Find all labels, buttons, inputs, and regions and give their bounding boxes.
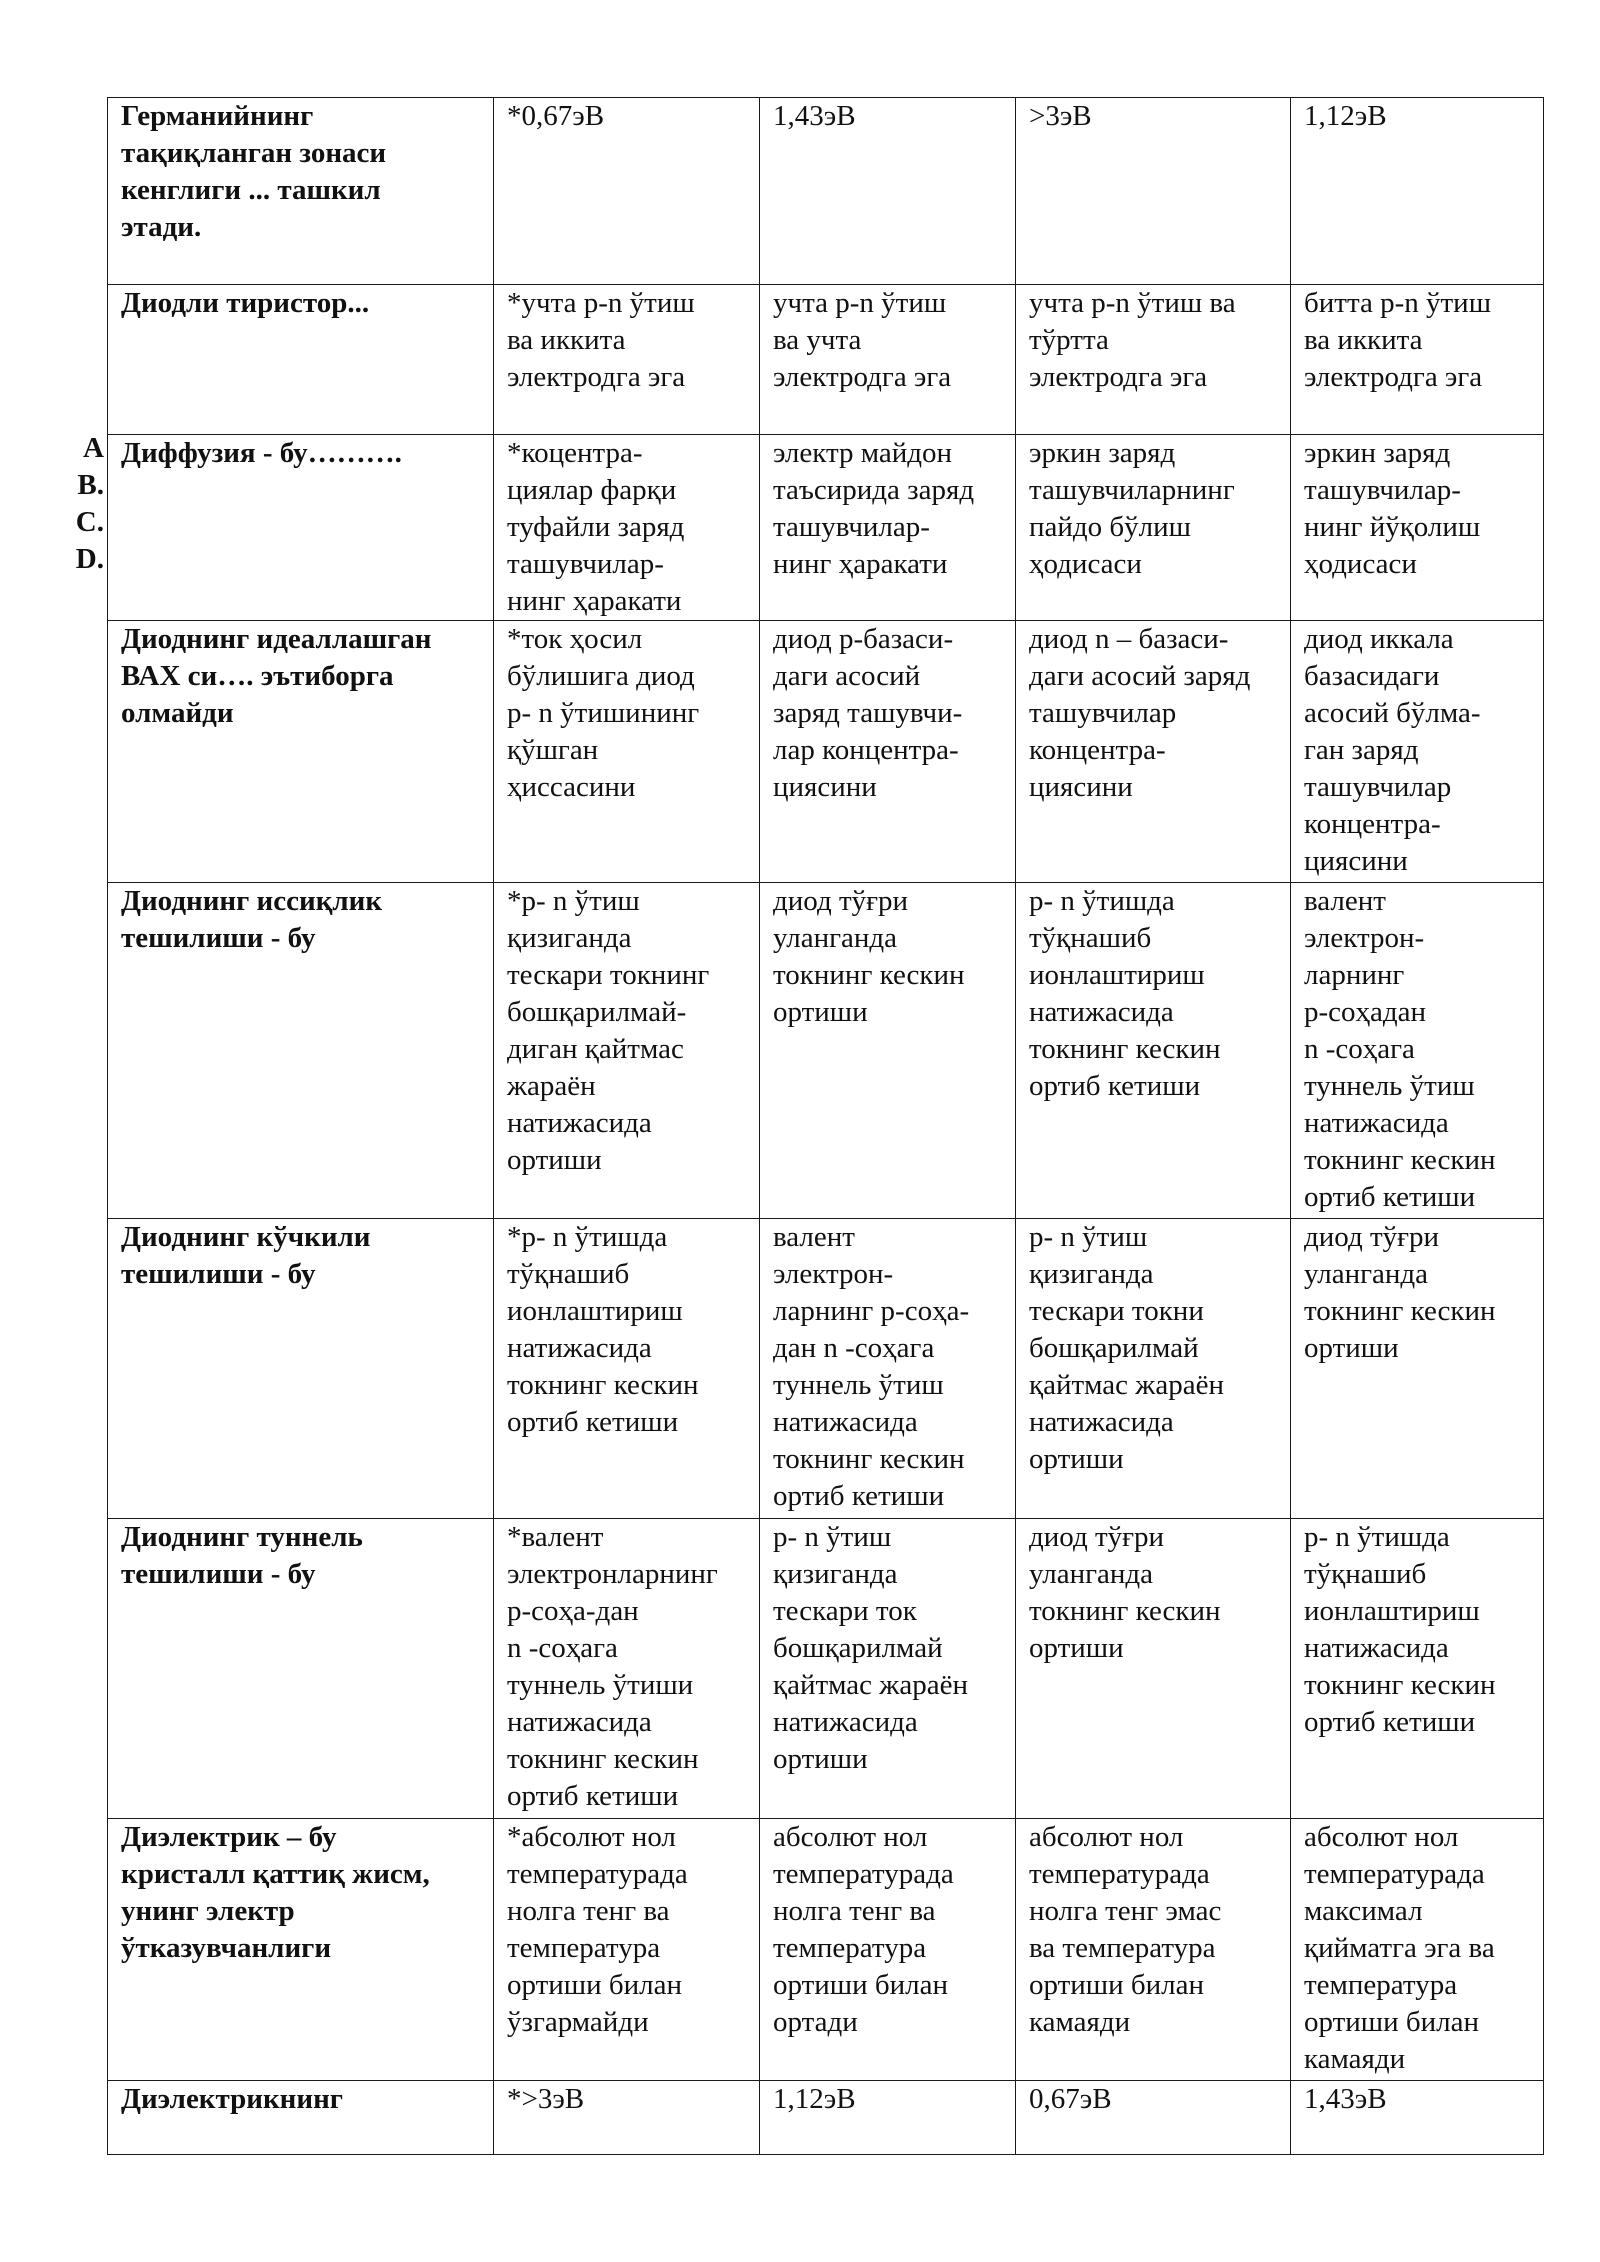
option-cell: 0,67эВ [1016,2081,1291,2155]
option-cell: p- n ўтиш қизиганда тескари токни бошқарилмай қайтмас жараён натижасида ортиши [1016,1219,1291,1519]
option-cell: абсолют нол температурада нолга тенг эмас ва температура ортиши билан камаяди [1016,1819,1291,2081]
table-row [108,98,1544,285]
option-cell: учта p-n ўтиш ва учта электродга эга [760,285,1016,435]
option-cell: диод n – базаси- даги асосий заряд ташувчилар концентра- циясини [1016,621,1291,883]
question-cell: Диоднинг туннель тешилиши - бу [108,1519,494,1819]
option-cell: эркин заряд ташувчилар- нинг йўқолиш ҳодисаси [1291,435,1544,621]
option-cell: диод тўғри уланганда токнинг кескин ортиши [1016,1519,1291,1819]
option-cell: электр майдон таъсирида заряд ташувчилар- нинг ҳаракати [760,435,1016,621]
option-cell: p- n ўтиш қизиганда тескари ток бошқарилмай қайтмас жараён натижасида ортиши [760,1519,1016,1819]
option-cell: эркин заряд ташувчиларнинг пайдо бўлиш ҳодисаси [1016,435,1291,621]
option-cell: *0,67эВ [494,98,760,285]
table-row [108,1219,1544,1519]
table-row [108,2081,1544,2155]
option-cell: 1,12эВ [1291,98,1544,285]
answer-letter-a: A [83,432,104,464]
option-cell: *ток ҳосил бўлишига диод p- n ўтишининг қўшган ҳиссасини [494,621,760,883]
option-cell: *p- n ўтишда тўқнашиб ионлаштириш натижасида токнинг кескин ортиб кетиши [494,1219,760,1519]
option-cell: *абсолют нол температурада нолга тенг ва температура ортиши билан ўзгармайди [494,1819,760,2081]
question-cell: Диэлектрикнинг [108,2081,494,2155]
option-cell: *валент электронларнинг p-соҳа-дан n -соҳага туннель ўтиши натижасида токнинг кескин ортиб кетиши [494,1519,760,1819]
option-cell: *p- n ўтиш қизиганда тескари токнинг бошқарилмай- диган қайтмас жараён натижасида ортиши [494,883,760,1219]
option-cell: p- n ўтишда тўқнашиб ионлаштириш натижасида токнинг кескин ортиб кетиши [1016,883,1291,1219]
option-cell: битта p-n ўтиш ва иккита электродга эга [1291,285,1544,435]
option-cell: диод тўғри уланганда токнинг кескин ортиши [760,883,1016,1219]
option-cell: абсолют нол температурада нолга тенг ва температура ортиши билан ортади [760,1819,1016,2081]
option-cell: диод p-базаси- даги асосий заряд ташувчи- лар концентра- циясини [760,621,1016,883]
option-cell: *учта p-n ўтиш ва иккита электродга эга [494,285,760,435]
question-cell: Диодли тиристор... [108,285,494,435]
question-cell: Диоднинг идеаллашган ВАХ си…. эътиборга олмайди [108,621,494,883]
option-cell: 1,12эВ [760,2081,1016,2155]
question-cell: Германийнинг тақиқланган зонаси кенглиги ... ташкил этади. [108,98,494,285]
option-cell: p- n ўтишда тўқнашиб ионлаштириш натижасида токнинг кескин ортиб кетиши [1291,1519,1544,1819]
option-cell: >3эВ [1016,98,1291,285]
table-row [108,1819,1544,2081]
answer-letter-labels [60,430,104,578]
option-cell: валент электрон- ларнинг p-соҳа- дан n -соҳага туннель ўтиш натижасида токнинг кескин ортиб кетиши [760,1219,1016,1519]
question-cell: Диоднинг иссиқлик тешилиши - бу [108,883,494,1219]
option-cell: диод иккала базасидаги асосий бўлма- ган заряд ташувчилар концентра- циясини [1291,621,1544,883]
answer-letter-c: C. [75,506,104,538]
option-cell: диод тўғри уланганда токнинг кескин ортиши [1291,1219,1544,1519]
answer-letter-b: B. [77,469,104,501]
option-cell: 1,43эВ [760,98,1016,285]
option-cell: абсолют нол температурада максимал қийматга эга ва температура ортиши билан камаяди [1291,1819,1544,2081]
table-row [108,285,1544,435]
question-cell: Диффузия - бу………. [108,435,494,621]
option-cell: *коцентра- циялар фарқи туфайли заряд ташувчилар- нинг ҳаракати [494,435,760,621]
table-row [108,435,1544,621]
option-cell: учта p-n ўтиш ва тўртта электродга эга [1016,285,1291,435]
answer-letter-d: D. [75,543,104,575]
table-row [108,621,1544,883]
option-cell: *>3эВ [494,2081,760,2155]
option-cell: валент электрон- ларнинг p-соҳадан n -соҳага туннель ўтиш натижасида токнинг кескин ортиб кетиши [1291,883,1544,1219]
question-cell: Диэлектрик – бу кристалл қаттиқ жисм, унинг электр ўтказувчанлиги [108,1819,494,2081]
table-row [108,883,1544,1219]
quiz-table [107,97,1544,2155]
option-cell: 1,43эВ [1291,2081,1544,2155]
question-cell: Диоднинг кўчкили тешилиши - бу [108,1219,494,1519]
table-row [108,1519,1544,1819]
